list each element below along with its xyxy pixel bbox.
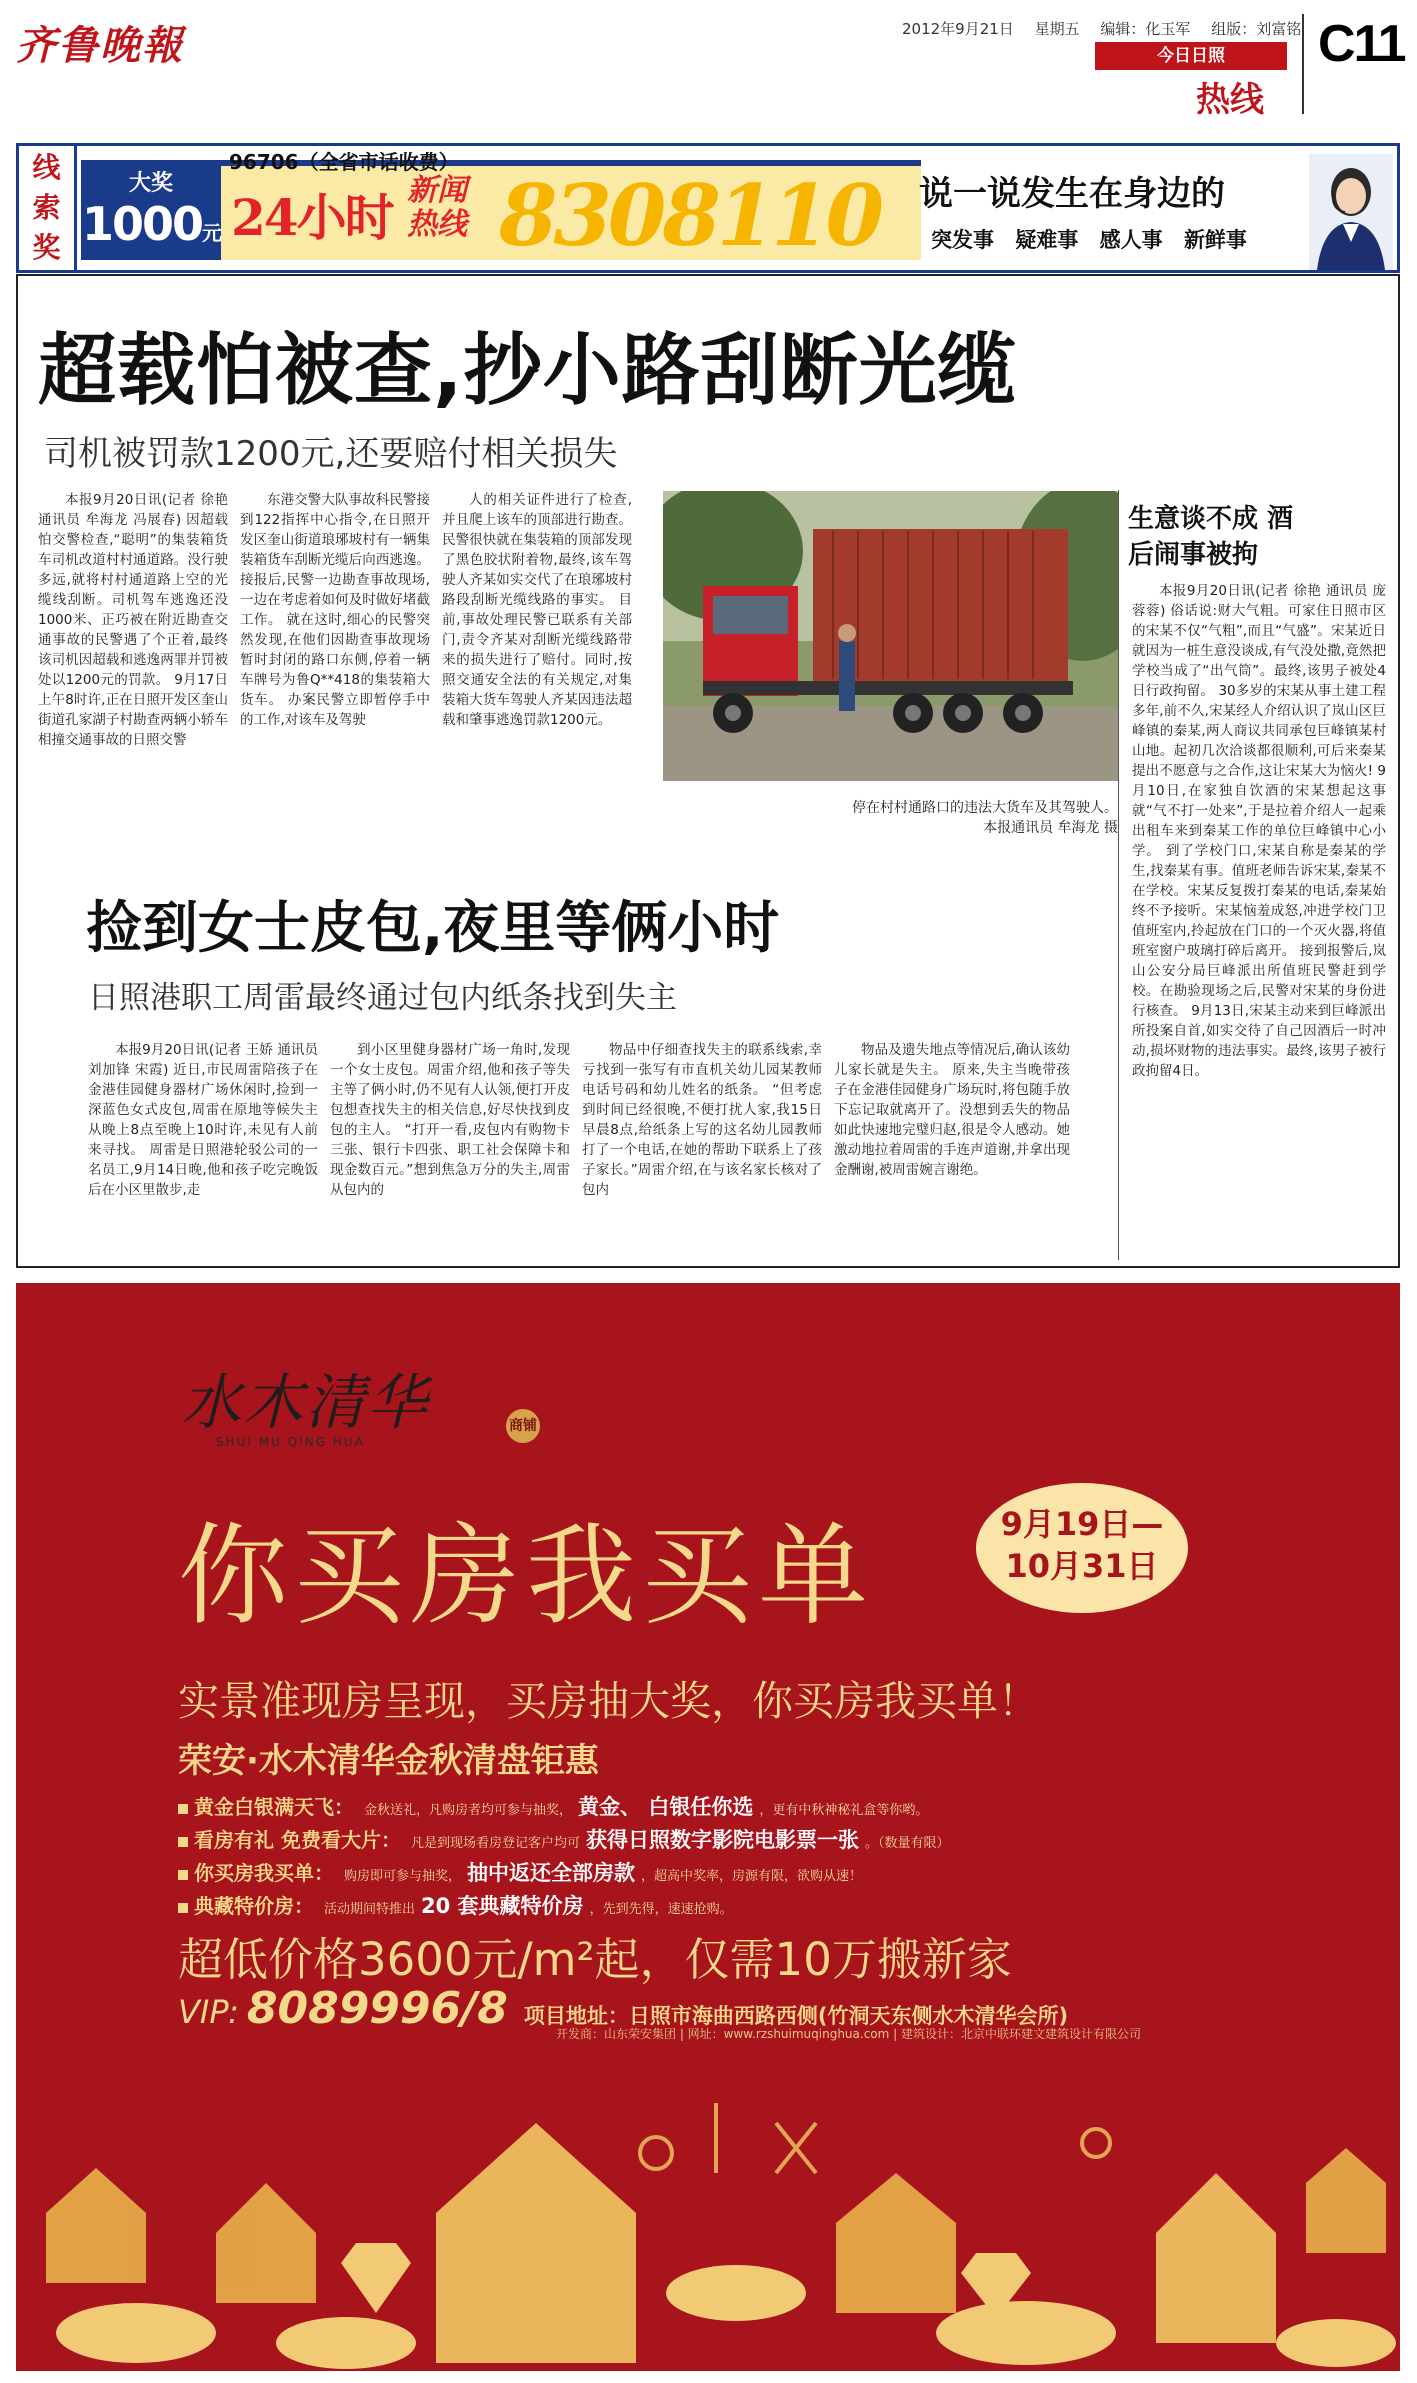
reward-unit: 元 — [202, 221, 221, 245]
hotline-banner — [16, 143, 1400, 273]
publication-info — [902, 18, 1317, 39]
bullet-icon — [178, 1903, 188, 1913]
tag-item: 新鲜事 — [1183, 228, 1247, 252]
lead-story-column-1: 本报9月20日讯(记者 徐艳 通讯员 牟海龙 冯展春) 因超载怕交警检查,“聪明”的集装箱货车司机改道村村通道路。没行驶多远,就将村村通道路上空的光缆线刮断。司机驾车逃逸还没1000米、正巧被在附近勘查交通事故的民警遇了个正着,最终该司机因超载和逃逸两罪并罚被处以1200元的罚款。 9月17日上午8时许,正在日照开发区奎山街道孔家湖子村勘查两辆小轿车相撞交通事故的日照交警 — [38, 492, 228, 748]
page-number: C11 — [1318, 15, 1405, 73]
photo-credit: 本报通讯员 牟海龙 摄 — [983, 820, 1118, 836]
ad-credits: 开发商：山东荣安集团 | 网址：www.rzshuimuqinghua.com | 建筑设计：北京中联环建文建筑设计有限公司 — [556, 2027, 1142, 2041]
reward-prefix: 大奖 — [128, 171, 173, 196]
project-address: 项目地址：日照市海曲西路西侧(竹洞天东侧水木清华会所) — [523, 2004, 1069, 2028]
vip-number: 8089996/8 — [246, 1983, 508, 2034]
operator-avatar-icon — [1309, 154, 1393, 270]
second-story-column-1: 本报9月20日讯(记者 王娇 通讯员 刘加锋 宋霞) 近日,市民周雷陪孩子在金港佳园健身器材广场休闲时,捡到一深蓝色女式皮包,周雷在原地等候失主从晚上8点至晚上10时许,未见有人前来寻找。 周雷是日照港轮驳公司的一名员工,9月14日晚,他和孩子吃完晚饭后在小区里散步,走 — [88, 1042, 318, 1198]
tag-item: 疑难事 — [1015, 228, 1079, 252]
ad-brand-logo: 水木清华 — [181, 1368, 429, 1438]
bullet-icon — [178, 1837, 188, 1847]
region-badge: 今日日照 — [1095, 42, 1287, 70]
vip-label: VIP: — [178, 1993, 239, 2031]
masthead — [0, 0, 1417, 140]
news-section — [16, 274, 1400, 1268]
lead-story-subhead: 司机被罚款1200元,还要赔付相关损失 — [44, 434, 618, 474]
ad-promo-title: 荣安·水木清华金秋清盘钜惠 — [178, 1741, 599, 1781]
lead-story-column-2: 东港交警大队事故科民警接到122指挥中心指令,在日照开发区奎山街道琅琊坡村有一辆集装箱货车刮断光缆后向西逃逸。 接报后,民警一边勘查事故现场,一边在考虑着如何及时做好堵截工作。 就在这时,细心的民警突然发现,在他们因勘查事故现场暂时封闭的路口东侧,停着一辆车牌号为鲁Q**418的集装箱大货车。 办案民警立即暂停手中的工作,对该车及驾驶 — [240, 492, 430, 728]
reward-label: 线索奖 — [19, 146, 77, 270]
real-estate-ad — [16, 1283, 1400, 2371]
second-story-headline: 捡到女士皮包,夜里等俩小时 — [86, 896, 780, 961]
bullet-icon — [178, 1870, 188, 1880]
ad-main-slogan: 你买房我买单 — [178, 1512, 874, 1640]
decorative-houses-icon — [16, 2063, 1400, 2371]
tag-item: 突发事 — [931, 228, 994, 252]
second-story-column-3: 物品中仔细查找失主的联系线索,幸亏找到一张写有市直机关幼儿园某教师电话号码和幼儿姓名的纸条。 “但考虑到时间已经很晚,不便打扰人家,我15日早晨8点,给纸条上写的这名幼儿园教师打了一个电话,在她的帮助下联系上了孩子家长。”周雷介绍,在与该名家长核对了包内 — [582, 1042, 822, 1198]
reward-amount: 1000元 — [81, 197, 221, 251]
hotline-hours: 24小时 — [231, 188, 393, 247]
bullet-icon — [178, 1804, 188, 1814]
ad-brand-pinyin: SHUI MU QING HUA — [216, 1435, 365, 1449]
hotline-tags — [931, 224, 1261, 254]
issue-date: 2012年9月21日 — [902, 20, 1014, 38]
list-item: 你买房我买单： 购房即可参与抽奖， 抽中返还全部房款 ，超高中奖率，房源有限，欲购从速！ — [178, 1857, 950, 1890]
lead-story-column-3: 人的相关证件进行了检查,并且爬上该车的顶部进行勘查。 民警很快就在集装箱的顶部发现了黑色胶状附着物,最终,该车驾驶人齐某如实交代了在琅琊坡村路段刮断光缆线路的事实。 目前,事故处理民警已联系有关部门,责令齐某对刮断光缆线路带来的损失进行了赔付。同时,按照交通安全法的有关规定,对集装箱大货车驾驶人齐某因违法超载和肇事逃逸罚款1200元。 — [442, 492, 632, 728]
sidebar-headline: 生意谈不成 酒后闹事被拘 — [1128, 504, 1294, 570]
section-title: 热线 — [1196, 80, 1264, 120]
second-story-subhead: 日照港职工周雷最终通过包内纸条找到失主 — [88, 980, 677, 1016]
sidebar-story-body: 本报9月20日讯(记者 徐艳 通讯员 庞蓉蓉) 俗话说:财大气粗。可家住日照市区的宋某不仅“气粗”,而且“气盛”。宋某近日就因为一桩生意没谈成,有气没处撒,竟然把学校当成了“出气筒”。最终,该男子被处4日行政拘留。 30多岁的宋某从事土建工程多年,前不久,宋某经人介绍认识了岚山区巨峰镇的秦某,两人商议共同承包巨峰镇某村山地。起初几次洽谈都很顺利,可后来秦某提出不愿意与之合作,这让宋某大为恼火! 9月10日,在家独自饮酒的宋某想起这事就“气不打一处来”,于是拉着介绍人一起乘出租车来到秦某工作的单位巨峰镇中心小学。 到了学校门口,宋某自称是秦某的学生,找秦某有事。值班老师告诉宋某,秦某不在学校。宋某反复拨打秦某的电话,秦某始终不予接听。宋某恼羞成怒,冲进学校门卫值班室内,拎起放在门口的一个灭火器,将值班室窗户玻璃打碎后离开。 接到报警后,岚山公安分局巨峰派出所值班民警赶到学校。在勘验现场之后,民警对宋某的身份进行核查。 9月13日,宋某主动来到巨峰派出所投案自首,如实交待了自己因酒后一时冲动,损坏财物的违法事实。最终,该男子被行政拘留4日。 — [1132, 583, 1386, 1079]
list-item: 典藏特价房： 活动期间特推出 20 套典藏特价房 ，先到先得，速速抢购。 — [178, 1890, 950, 1923]
newspaper-logo: 齐鲁晚報 — [16, 22, 184, 69]
ad-price-line: 超低价格3600元/m²起，仅需10万搬新家 — [178, 1933, 1012, 1986]
column-divider — [1118, 490, 1119, 1260]
second-story-column-2: 到小区里健身器材广场一角时,发现一个女士皮包。周雷介绍,他和孩子等失主等了俩小时,仍不见有人认领,便打开皮包想查找失主的相关信息,好尽快找到皮包的主人。 “打开一看,皮包内有购物卡三张、银行卡四张、职工社会保障卡和现金数百元。”想到焦急万分的失主,周雷从包内的 — [330, 1042, 570, 1198]
photo-caption: 停在村村通路口的违法大货车及其驾驶人。 本报通讯员 牟海龙 摄 — [718, 798, 1118, 838]
ad-tagline: 实景准现房呈现，买房抽大奖，你买房我买单！ — [178, 1677, 1039, 1725]
hotline-label: 新闻热线 — [407, 173, 467, 242]
hotline-prefix: 96706（全省市话收费） — [229, 150, 459, 174]
list-item: 黄金白银满天飞： 金秋送礼，凡购房者均可参与抽奖， 黄金、 白银任你选 ，更有中秋神秘礼盒等你哟。 — [178, 1791, 950, 1824]
issue-weekday: 星期五 — [1034, 20, 1080, 38]
masthead-divider — [1302, 14, 1304, 114]
ad-seal: 商铺 — [506, 1409, 540, 1443]
hotline-number: 8308110 — [499, 166, 881, 265]
editor-credit: 编辑：化玉军 — [1100, 20, 1191, 38]
list-item: 看房有礼 免费看大片： 凡是到现场看房登记客户均可 获得日照数字影院电影票一张 。（数量有限） — [178, 1824, 950, 1857]
ad-promo-list — [178, 1791, 950, 1923]
tag-item: 感人事 — [1099, 228, 1163, 252]
second-story-column-4: 物品及遗失地点等情况后,确认该幼儿家长就是失主。 原来,失主当晚带孩子在金港佳园健身广场玩时,将包随手放下忘记取就离开了。没想到丢失的物品如此快速地完璧归赵,很是令人感动。她激动地拉着周雷的手连声道谢,并拿出现金酬谢,被周雷婉言谢绝。 — [834, 1042, 1070, 1178]
hotline-slogan: 说一说发生在身边的 — [919, 174, 1225, 214]
truck-photo — [663, 491, 1118, 781]
lead-story-headline: 超载怕被查,抄小路刮断光缆 — [38, 326, 1017, 416]
reward-amount-box — [81, 160, 221, 260]
layout-credit: 组版：刘富铭 — [1211, 20, 1302, 38]
ad-date-bubble: 9月19日— 10月31日 — [976, 1483, 1188, 1613]
